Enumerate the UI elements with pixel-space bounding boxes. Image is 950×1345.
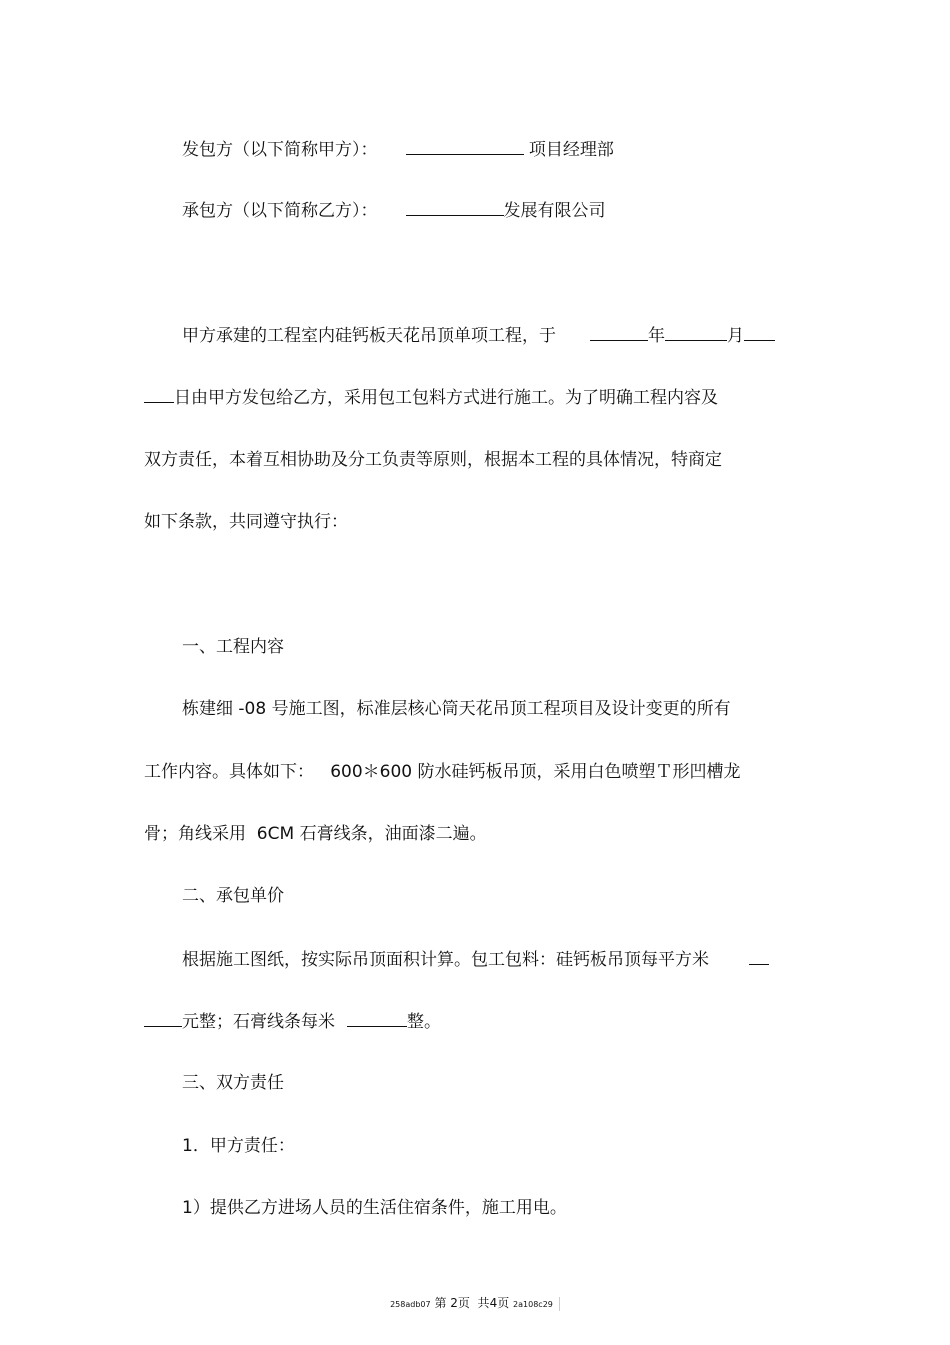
intro-text-2: 日由甲方发包给乙方，采用包工包料方式进行施工。为了明确工程内容及 <box>174 388 718 408</box>
party-a-blank <box>406 138 524 155</box>
section-heading-2-text: 二、承包单价 <box>182 886 284 906</box>
party-b-line <box>182 199 606 222</box>
party-b-label: 承包方（以下简称乙方）： <box>182 201 378 221</box>
section-heading-3 <box>182 1072 284 1094</box>
party-b-blank <box>406 199 504 216</box>
party-b-name-suffix: 发展有限公司 <box>503 201 606 221</box>
year-label: 年 <box>648 326 665 346</box>
scope-line-1 <box>182 698 731 720</box>
panel-price-blank-end <box>144 1010 182 1027</box>
intro-text-4: 如下条款，共同遵守执行： <box>144 512 348 532</box>
scope-text-3: 骨；角线采用 6CM 石膏线条，油面漆二遍。 <box>144 824 487 844</box>
party-a-line <box>182 138 614 161</box>
footer-code-right: 2a108c29 <box>513 1300 553 1309</box>
footer-page-total: 4 <box>489 1296 498 1310</box>
intro-line-2 <box>144 386 718 409</box>
price-text-2: 元整；石膏线条每米 <box>182 1012 335 1032</box>
duty-item-1 <box>182 1197 567 1219</box>
section-heading-2 <box>182 885 284 907</box>
price-line-2 <box>144 1010 441 1033</box>
footer-page-suffix: 页 <box>497 1296 510 1310</box>
price-text-3: 整。 <box>407 1012 441 1032</box>
intro-line-3 <box>144 449 722 471</box>
section-heading-1-text: 一、工程内容 <box>182 637 284 657</box>
scope-text-2: 工作内容。具体如下： 600＊600 防水硅钙板吊顶，采用白色喷塑Ｔ形凹槽龙 <box>144 762 741 782</box>
section-heading-1 <box>182 636 284 658</box>
duty-item-1-text: 1）提供乙方进场人员的生活住宿条件，施工用电。 <box>182 1198 567 1218</box>
party-a-name-suffix: 项目经理部 <box>528 140 614 160</box>
footer-divider <box>559 1297 560 1311</box>
month-blank <box>665 324 727 341</box>
intro-line-4 <box>144 511 348 533</box>
scope-text-1: 栋建细 -08 号施工图，标准层核心筒天花吊顶工程项目及设计变更的所有 <box>182 699 731 719</box>
scope-line-2 <box>144 761 741 783</box>
intro-text-3: 双方责任，本着互相协助及分工负责等原则，根据本工程的具体情况，特商定 <box>144 450 722 470</box>
panel-price-blank-start <box>749 948 769 965</box>
footer-page-prefix: 第 <box>434 1296 447 1310</box>
intro-line-1 <box>182 324 775 347</box>
cornice-price-blank <box>347 1010 407 1027</box>
section-heading-3-text: 三、双方责任 <box>182 1073 284 1093</box>
subsection-heading-1 <box>182 1135 295 1157</box>
day-blank-start <box>744 324 775 341</box>
page-footer <box>0 1295 950 1313</box>
subsection-heading-1-text: 1．甲方责任： <box>182 1136 295 1156</box>
price-line-1 <box>182 948 769 971</box>
month-label: 月 <box>727 326 744 346</box>
footer-code-left: 258adb07 <box>390 1300 431 1309</box>
scope-line-3 <box>144 823 487 845</box>
price-text-1: 根据施工图纸，按实际吊顶面积计算。包工包料：硅钙板吊顶每平方米 <box>182 950 709 970</box>
footer-page-number: 2 <box>450 1296 458 1310</box>
footer-page-mid: 页 共 <box>457 1296 490 1310</box>
party-a-label: 发包方（以下简称甲方）： <box>182 140 378 160</box>
intro-text-1: 甲方承建的工程室内硅钙板天花吊顶单项工程，于 <box>182 326 556 346</box>
day-blank-end <box>144 386 174 403</box>
year-blank <box>590 324 648 341</box>
